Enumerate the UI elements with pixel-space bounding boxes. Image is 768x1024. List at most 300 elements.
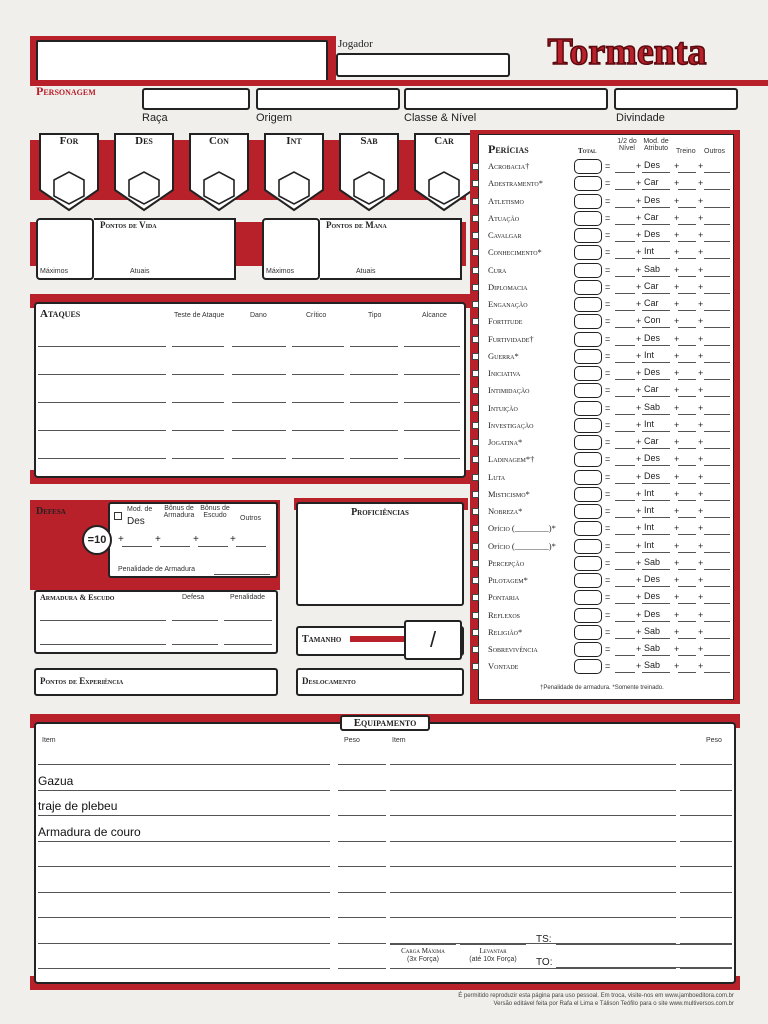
skill-total-box[interactable] — [574, 176, 602, 191]
skill-trained-checkbox[interactable] — [472, 336, 479, 343]
skill-outros-line[interactable] — [704, 414, 730, 415]
skill-plus: + — [698, 299, 704, 309]
skill-trained-checkbox[interactable] — [472, 629, 479, 636]
skill-trained-checkbox[interactable] — [472, 370, 479, 377]
equip-col-peso-right: Peso — [706, 737, 722, 744]
equip-item-3[interactable]: Armadura de couro — [38, 825, 141, 839]
skill-name: Reflexos — [488, 609, 521, 620]
ataque-line[interactable] — [350, 346, 398, 347]
skill-treino-line[interactable] — [678, 207, 696, 208]
skill-trained-checkbox[interactable] — [472, 180, 479, 187]
skill-trained-checkbox[interactable] — [472, 560, 479, 567]
equipamento-line[interactable] — [680, 892, 732, 893]
skill-mod-line[interactable] — [642, 655, 670, 656]
ataque-line[interactable] — [172, 374, 224, 375]
skill-plus: + — [674, 437, 680, 447]
skill-total-box[interactable] — [574, 245, 602, 260]
skill-trained-checkbox[interactable] — [472, 456, 479, 463]
equipamento-line[interactable] — [390, 968, 676, 969]
equipamento-line[interactable] — [390, 841, 676, 842]
skill-name: Cavalgar — [488, 230, 522, 240]
skill-trained-checkbox[interactable] — [472, 612, 479, 619]
skill-half-level-line[interactable] — [615, 224, 635, 225]
equip-col-item-right: Item — [392, 737, 406, 744]
skill-total-box[interactable] — [574, 280, 602, 295]
ataque-line[interactable] — [292, 346, 344, 347]
equipamento-line[interactable] — [338, 943, 386, 944]
skill-mod-line[interactable] — [642, 448, 670, 449]
skill-row — [470, 417, 738, 434]
equipamento-line[interactable] — [38, 892, 330, 893]
skill-trained-checkbox[interactable] — [472, 439, 479, 446]
skill-treino-line[interactable] — [678, 414, 696, 415]
jogador-field[interactable] — [336, 53, 510, 77]
ataque-line[interactable] — [232, 374, 286, 375]
attribute-des[interactable] — [111, 132, 177, 212]
skill-treino-line[interactable] — [678, 465, 696, 466]
skill-total-box[interactable] — [574, 349, 602, 364]
equipamento-line[interactable] — [338, 968, 386, 969]
skill-outros-line[interactable] — [704, 638, 730, 639]
skill-plus: + — [674, 523, 680, 534]
skill-treino-line[interactable] — [678, 276, 696, 277]
skill-outros-line[interactable] — [704, 552, 730, 553]
equipamento-line[interactable] — [680, 764, 732, 765]
skill-treino-line[interactable] — [678, 189, 696, 190]
equipamento-line[interactable] — [38, 968, 330, 969]
divindade-field[interactable] — [614, 88, 738, 110]
skill-mod-line[interactable] — [642, 500, 670, 501]
skill-outros-line[interactable] — [704, 655, 730, 656]
skill-half-level-line[interactable] — [615, 189, 635, 190]
skill-half-level-line[interactable] — [615, 172, 635, 173]
skill-mod-line[interactable] — [642, 586, 670, 587]
ataque-line[interactable] — [38, 458, 166, 459]
skill-total-box[interactable] — [574, 211, 602, 226]
skill-trained-checkbox[interactable] — [472, 215, 479, 222]
skill-mod-line[interactable] — [642, 483, 670, 484]
classe-field[interactable] — [404, 88, 608, 110]
skill-half-level-line[interactable] — [615, 345, 635, 346]
skill-half-level-line[interactable] — [615, 569, 635, 570]
skill-row — [470, 538, 738, 555]
skill-plus: + — [636, 368, 642, 378]
skill-total-box[interactable] — [574, 435, 602, 450]
skill-half-level-line[interactable] — [615, 258, 635, 259]
skill-outros-line[interactable] — [704, 483, 730, 484]
equipamento-line[interactable] — [680, 968, 732, 969]
skill-total-box[interactable] — [574, 625, 602, 640]
skill-trained-checkbox[interactable] — [472, 508, 479, 515]
skill-treino-line[interactable] — [678, 448, 696, 449]
ataque-line[interactable] — [232, 402, 286, 403]
skill-outros-line[interactable] — [704, 431, 730, 432]
skill-treino-line[interactable] — [678, 586, 696, 587]
skill-trained-checkbox[interactable] — [472, 491, 479, 498]
ataque-line[interactable] — [350, 430, 398, 431]
skill-row — [470, 469, 738, 486]
skill-treino-line[interactable] — [678, 224, 696, 225]
skill-total-box[interactable] — [574, 263, 602, 278]
skill-outros-line[interactable] — [704, 448, 730, 449]
skill-mod-line[interactable] — [642, 189, 670, 190]
skill-trained-checkbox[interactable] — [472, 422, 479, 429]
ataque-line[interactable] — [172, 346, 224, 347]
skill-name: Intimidação — [488, 385, 530, 396]
to-line[interactable] — [556, 967, 732, 968]
skill-trained-checkbox[interactable] — [472, 284, 479, 291]
ataque-line[interactable] — [292, 430, 344, 431]
skill-outros-line[interactable] — [704, 207, 730, 208]
ataque-line[interactable] — [38, 346, 166, 347]
equipamento-line[interactable] — [338, 866, 386, 867]
ataque-line[interactable] — [350, 458, 398, 459]
skill-total-box[interactable] — [574, 194, 602, 209]
skill-total-box[interactable] — [574, 659, 602, 674]
skill-half-level-line[interactable] — [615, 241, 635, 242]
skill-half-level-line[interactable] — [615, 207, 635, 208]
skill-total-box[interactable] — [574, 590, 602, 605]
skill-mod-line[interactable] — [642, 241, 670, 242]
skill-half-level-line[interactable] — [615, 310, 635, 311]
skill-outros-line[interactable] — [704, 621, 730, 622]
defesa-base-circle[interactable]: =10 — [82, 525, 112, 555]
skill-total-box[interactable] — [574, 642, 602, 657]
equipamento-line[interactable] — [680, 841, 732, 842]
skill-treino-line[interactable] — [678, 638, 696, 639]
skill-treino-line[interactable] — [678, 327, 696, 328]
skill-attribute: Des — [644, 453, 661, 464]
pericias-col-outros: Outros — [704, 148, 726, 155]
skill-outros-line[interactable] — [704, 345, 730, 346]
ataque-line[interactable] — [172, 430, 224, 431]
skill-total-box[interactable] — [574, 418, 602, 433]
skill-treino-line[interactable] — [678, 500, 696, 501]
skill-plus: + — [636, 557, 642, 568]
skill-outros-line[interactable] — [704, 362, 730, 363]
skill-total-box[interactable] — [574, 401, 602, 416]
equipamento-line[interactable] — [390, 764, 676, 765]
skill-trained-checkbox[interactable] — [472, 301, 479, 308]
armadura-line-1a — [40, 620, 166, 621]
skill-half-level-line[interactable] — [615, 500, 635, 501]
ataque-line[interactable] — [404, 458, 460, 459]
skill-outros-line[interactable] — [704, 189, 730, 190]
equipamento-line[interactable] — [338, 917, 386, 918]
origem-field[interactable] — [256, 88, 400, 110]
skill-mod-line[interactable] — [642, 621, 670, 622]
ataque-line[interactable] — [38, 430, 166, 431]
skill-outros-line[interactable] — [704, 293, 730, 294]
equipamento-line[interactable] — [390, 790, 676, 791]
skill-outros-line[interactable] — [704, 465, 730, 466]
skill-half-level-line[interactable] — [615, 465, 635, 466]
skill-outros-line[interactable] — [704, 534, 730, 535]
equip-item-2[interactable]: traje de plebeu — [38, 799, 118, 813]
equip-item-1[interactable]: Gazua — [38, 774, 74, 788]
skill-half-level-line[interactable] — [615, 293, 635, 294]
pericias-title: Perícias — [488, 142, 529, 156]
skill-trained-checkbox[interactable] — [472, 232, 479, 239]
equipamento-line[interactable] — [390, 917, 676, 918]
equipamento-line[interactable] — [390, 815, 676, 816]
skill-total-box[interactable] — [574, 539, 602, 554]
skill-trained-checkbox[interactable] — [472, 318, 479, 325]
ataque-line[interactable] — [232, 346, 286, 347]
equipamento-line[interactable] — [338, 892, 386, 893]
skill-treino-line[interactable] — [678, 672, 696, 673]
skill-mod-line[interactable] — [642, 517, 670, 518]
ataque-line[interactable] — [232, 458, 286, 459]
skill-mod-line[interactable] — [642, 224, 670, 225]
skill-half-level-line[interactable] — [615, 379, 635, 380]
skill-half-level-line[interactable] — [615, 517, 635, 518]
skill-half-level-line[interactable] — [615, 603, 635, 604]
skill-total-box[interactable] — [574, 470, 602, 485]
skill-outros-line[interactable] — [704, 379, 730, 380]
ataque-line[interactable] — [38, 374, 166, 375]
equipamento-line[interactable] — [390, 892, 676, 893]
skill-total-box[interactable] — [574, 366, 602, 381]
attribute-sab[interactable] — [336, 132, 402, 212]
skill-trained-checkbox[interactable] — [472, 525, 479, 532]
skill-half-level-line[interactable] — [615, 586, 635, 587]
equipamento-line[interactable] — [38, 917, 330, 918]
skill-outros-line[interactable] — [704, 586, 730, 587]
skill-treino-line[interactable] — [678, 310, 696, 311]
skill-mod-line[interactable] — [642, 638, 670, 639]
equipamento-line[interactable] — [38, 790, 330, 791]
skill-total-box[interactable] — [574, 332, 602, 347]
equipamento-line[interactable] — [680, 815, 732, 816]
skill-treino-line[interactable] — [678, 569, 696, 570]
skill-name: Acrobacia† — [488, 161, 530, 171]
skill-plus: + — [698, 161, 704, 171]
skill-half-level-line[interactable] — [615, 655, 635, 656]
skill-total-box[interactable] — [574, 573, 602, 588]
skill-outros-line[interactable] — [704, 276, 730, 277]
equipamento-line[interactable] — [338, 815, 386, 816]
skill-outros-line[interactable] — [704, 396, 730, 397]
equipamento-line[interactable] — [38, 764, 330, 765]
equipamento-line[interactable] — [680, 790, 732, 791]
ataque-line[interactable] — [232, 430, 286, 431]
ataque-line[interactable] — [172, 458, 224, 459]
skill-trained-checkbox[interactable] — [472, 198, 479, 205]
skill-mod-line[interactable] — [642, 258, 670, 259]
equipamento-line[interactable] — [38, 841, 330, 842]
skill-plus: + — [698, 178, 704, 189]
skill-treino-line[interactable] — [678, 431, 696, 432]
skill-mod-line[interactable] — [642, 293, 670, 294]
skill-attribute: Car — [644, 298, 659, 308]
skill-treino-line[interactable] — [678, 258, 696, 259]
skill-treino-line[interactable] — [678, 603, 696, 604]
skill-attribute: Des — [644, 591, 661, 602]
skill-half-level-line[interactable] — [615, 534, 635, 535]
ts-line[interactable] — [556, 944, 732, 945]
skill-total-box[interactable] — [574, 452, 602, 467]
skill-treino-line[interactable] — [678, 621, 696, 622]
skill-outros-line[interactable] — [704, 500, 730, 501]
skill-treino-line[interactable] — [678, 345, 696, 346]
skill-mod-line[interactable] — [642, 465, 670, 466]
skill-mod-line[interactable] — [642, 276, 670, 277]
skill-mod-line[interactable] — [642, 327, 670, 328]
skill-outros-line[interactable] — [704, 569, 730, 570]
attribute-int[interactable] — [261, 132, 327, 212]
skill-total-box[interactable] — [574, 521, 602, 536]
ataque-line[interactable] — [292, 458, 344, 459]
skill-mod-line[interactable] — [642, 552, 670, 553]
skill-mod-line[interactable] — [642, 431, 670, 432]
raca-field[interactable] — [142, 88, 250, 110]
skill-plus: + — [698, 540, 704, 551]
skill-total-box[interactable] — [574, 487, 602, 502]
skill-total-box[interactable] — [574, 608, 602, 623]
skill-trained-checkbox[interactable] — [472, 646, 479, 653]
ataque-line[interactable] — [404, 402, 460, 403]
equipamento-line[interactable] — [390, 866, 676, 867]
ataque-line[interactable] — [350, 402, 398, 403]
skill-half-level-line[interactable] — [615, 483, 635, 484]
skill-half-level-line[interactable] — [615, 362, 635, 363]
attribute-car[interactable] — [411, 132, 477, 212]
skill-total-box[interactable] — [574, 314, 602, 329]
skill-plus: + — [698, 592, 704, 603]
skill-half-level-line[interactable] — [615, 396, 635, 397]
skill-plus: + — [674, 557, 680, 568]
equipamento-line[interactable] — [38, 815, 330, 816]
skill-treino-line[interactable] — [678, 517, 696, 518]
skill-mod-line[interactable] — [642, 172, 670, 173]
skill-outros-line[interactable] — [704, 603, 730, 604]
ataque-line[interactable] — [292, 402, 344, 403]
skill-mod-line[interactable] — [642, 207, 670, 208]
skill-outros-line[interactable] — [704, 258, 730, 259]
skill-treino-line[interactable] — [678, 483, 696, 484]
skill-half-level-line[interactable] — [615, 448, 635, 449]
skill-half-level-line[interactable] — [615, 276, 635, 277]
equipamento-line[interactable] — [338, 790, 386, 791]
skill-mod-line[interactable] — [642, 310, 670, 311]
armadura-col-defesa: Defesa — [182, 594, 205, 601]
skill-treino-line[interactable] — [678, 241, 696, 242]
skill-treino-line[interactable] — [678, 362, 696, 363]
skill-mod-line[interactable] — [642, 396, 670, 397]
skill-plus: + — [674, 592, 680, 603]
ataque-line[interactable] — [404, 374, 460, 375]
skill-mod-line[interactable] — [642, 414, 670, 415]
equipamento-line[interactable] — [38, 943, 330, 944]
skill-trained-checkbox[interactable] — [472, 594, 479, 601]
defesa-title: Defesa — [36, 506, 66, 517]
skill-trained-checkbox[interactable] — [472, 474, 479, 481]
skill-row — [470, 503, 738, 520]
skill-half-level-line[interactable] — [615, 327, 635, 328]
skill-attribute: Des — [644, 229, 661, 239]
skill-outros-line[interactable] — [704, 172, 730, 173]
skill-treino-line[interactable] — [678, 172, 696, 173]
skill-half-level-line[interactable] — [615, 414, 635, 415]
skill-half-level-line[interactable] — [615, 672, 635, 673]
equipamento-line[interactable] — [338, 764, 386, 765]
character-name-field[interactable] — [36, 40, 328, 82]
skill-outros-line[interactable] — [704, 310, 730, 311]
skill-outros-line[interactable] — [704, 327, 730, 328]
attribute-for[interactable] — [36, 132, 102, 212]
skill-half-level-line[interactable] — [615, 431, 635, 432]
skill-half-level-line[interactable] — [615, 638, 635, 639]
skill-mod-line[interactable] — [642, 569, 670, 570]
attribute-con[interactable] — [186, 132, 252, 212]
skill-outros-line[interactable] — [704, 241, 730, 242]
ataque-line[interactable] — [292, 374, 344, 375]
ataque-line[interactable] — [172, 402, 224, 403]
skill-half-level-line[interactable] — [615, 552, 635, 553]
equipamento-line[interactable] — [680, 917, 732, 918]
skill-treino-line[interactable] — [678, 396, 696, 397]
skill-trained-checkbox[interactable] — [472, 663, 479, 670]
equipamento-line[interactable] — [338, 841, 386, 842]
skill-attribute: Sab — [644, 263, 661, 274]
skill-mod-line[interactable] — [642, 362, 670, 363]
ataque-line[interactable] — [350, 374, 398, 375]
skill-total-box[interactable] — [574, 556, 602, 571]
skill-total-box[interactable] — [574, 159, 602, 174]
ataque-line[interactable] — [38, 402, 166, 403]
skill-plus: + — [698, 661, 704, 672]
skill-trained-checkbox[interactable] — [472, 577, 479, 584]
skill-treino-line[interactable] — [678, 655, 696, 656]
skill-treino-line[interactable] — [678, 552, 696, 553]
skill-total-box[interactable] — [574, 297, 602, 312]
defesa-checkbox[interactable] — [114, 512, 122, 520]
skill-mod-line[interactable] — [642, 345, 670, 346]
skill-trained-checkbox[interactable] — [472, 543, 479, 550]
classe-label: Classe & Nível — [404, 112, 477, 124]
skill-mod-line[interactable] — [642, 603, 670, 604]
skill-trained-checkbox[interactable] — [472, 405, 479, 412]
skill-outros-line[interactable] — [704, 672, 730, 673]
skill-total-box[interactable] — [574, 383, 602, 398]
skill-treino-line[interactable] — [678, 379, 696, 380]
skill-name: Ofício (________)* — [488, 523, 556, 534]
equipamento-line[interactable] — [38, 866, 330, 867]
skill-half-level-line[interactable] — [615, 621, 635, 622]
skill-trained-checkbox[interactable] — [472, 267, 479, 274]
skill-name: Pilotagem* — [488, 575, 528, 585]
tamanho-box[interactable]: / — [404, 620, 462, 660]
ataque-line[interactable] — [404, 346, 460, 347]
skill-treino-line[interactable] — [678, 293, 696, 294]
ataque-line[interactable] — [404, 430, 460, 431]
skill-treino-line[interactable] — [678, 534, 696, 535]
skill-trained-checkbox[interactable] — [472, 249, 479, 256]
skill-total-box[interactable] — [574, 504, 602, 519]
skill-mod-line[interactable] — [642, 379, 670, 380]
skill-outros-line[interactable] — [704, 517, 730, 518]
skill-mod-line[interactable] — [642, 534, 670, 535]
skill-trained-checkbox[interactable] — [472, 387, 479, 394]
skill-total-box[interactable] — [574, 228, 602, 243]
skill-outros-line[interactable] — [704, 224, 730, 225]
equipamento-line[interactable] — [680, 866, 732, 867]
skill-trained-checkbox[interactable] — [472, 353, 479, 360]
equipamento-title: Equipamento — [340, 715, 430, 731]
skill-trained-checkbox[interactable] — [472, 163, 479, 170]
skill-mod-line[interactable] — [642, 672, 670, 673]
